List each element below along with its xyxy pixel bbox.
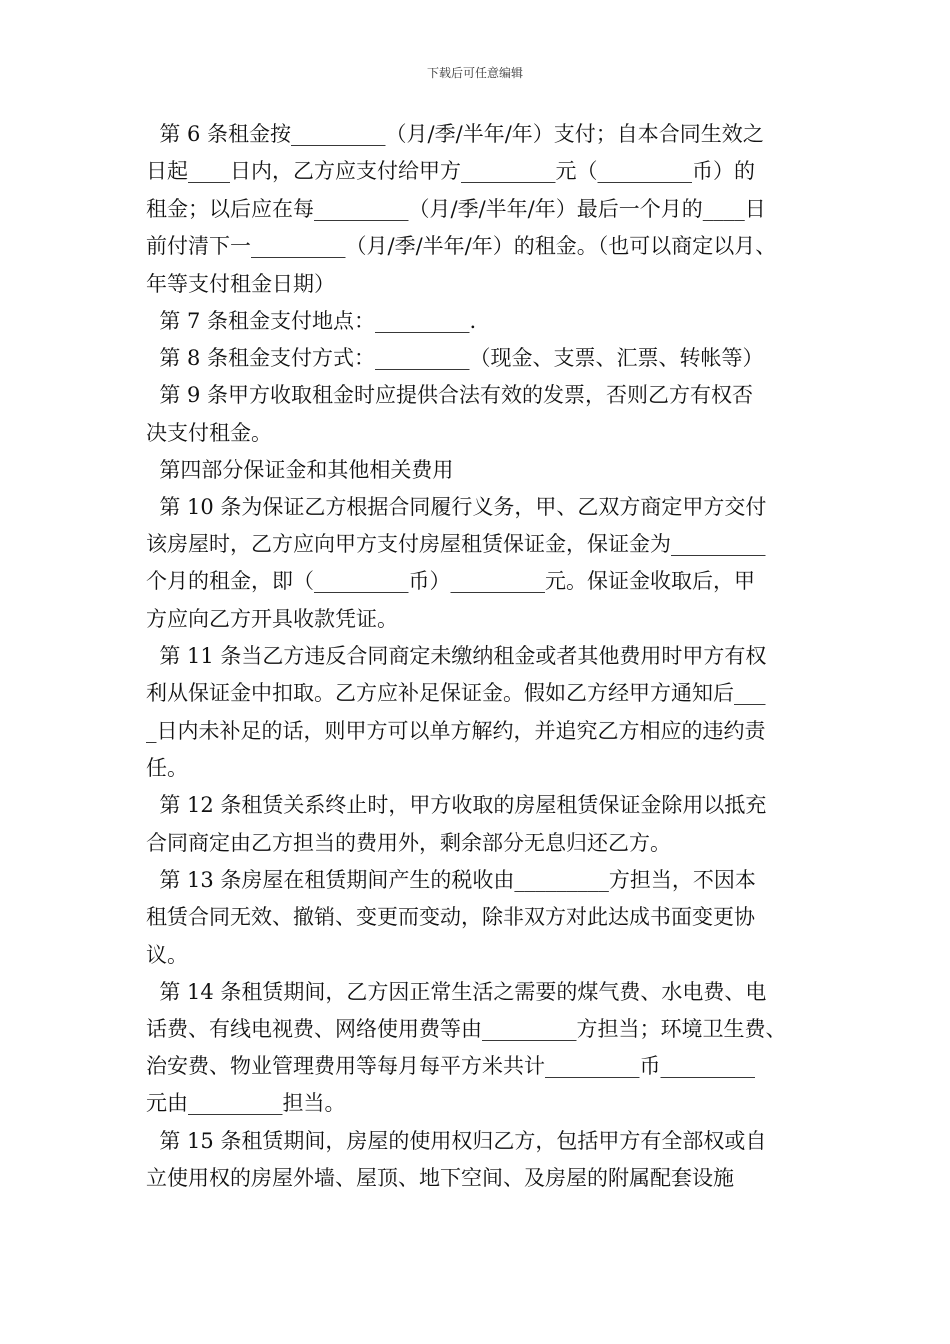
document-line: 第 13 条房屋在租赁期间产生的税收由_________方担当，不因本	[146, 868, 756, 892]
document-line: 任。	[146, 756, 188, 780]
document-line: 第 9 条甲方收取租金时应提供合法有效的发票，否则乙方有权否	[146, 383, 754, 407]
document-line: 合同商定由乙方担当的费用外，剩余部分无息归还乙方。	[146, 831, 671, 855]
page-header: 下载后可任意编辑	[426, 66, 523, 80]
document-line: 第 7 条租金支付地点：_________.	[146, 309, 477, 333]
document-line: _日内未补足的话，则甲方可以单方解约，并追究乙方相应的违约责	[146, 719, 766, 743]
document-line: 第 8 条租金支付方式：_________（现金、支票、汇票、转帐等）	[146, 346, 764, 370]
document-line: 第 15 条租赁期间，房屋的使用权归乙方，包括甲方有全部权或自	[146, 1129, 767, 1153]
document-line: 年等支付租金日期）	[146, 272, 335, 296]
document-line: 利从保证金中扣取。乙方应补足保证金。假如乙方经甲方通知后___	[146, 681, 766, 705]
document-line: 治安费、物业管理费用等每月每平方米共计_________币_________	[146, 1054, 755, 1078]
document-line: 日起____日内，乙方应支付给甲方_________元（_________币）的	[146, 159, 755, 183]
document-line: 第 10 条为保证乙方根据合同履行义务，甲、乙双方商定甲方交付	[146, 495, 767, 519]
document-line: 第四部分保证金和其他相关费用	[146, 458, 454, 482]
document-line: 议。	[146, 943, 188, 967]
document-line: 方应向乙方开具收款凭证。	[146, 607, 398, 631]
document-line: 第 11 条当乙方违反合同商定未缴纳租金或者其他费用时甲方有权	[146, 644, 767, 668]
document-line: 租赁合同无效、撤销、变更而变动，除非双方对此达成书面变更协	[146, 905, 755, 929]
document-line: 第 6 条租金按_________（月/季/半年/年）支付；自本合同生效之	[146, 122, 764, 146]
document-line: 元由_________担当。	[146, 1091, 346, 1115]
document-line: 该房屋时，乙方应向甲方支付房屋租赁保证金，保证金为_________	[146, 532, 766, 556]
document-line: 租金；以后应在每_________（月/季/半年/年）最后一个月的____日	[146, 197, 766, 221]
document-line: 第 14 条租赁期间，乙方因正常生活之需要的煤气费、水电费、电	[146, 980, 767, 1004]
document-line: 个月的租金，即（_________币）_________元。保证金收取后，甲	[146, 569, 755, 593]
document-line: 前付清下一_________（月/季/半年/年）的租金。（也可以商定以月、	[146, 234, 777, 258]
document-line: 决支付租金。	[146, 421, 272, 445]
document-line: 第 12 条租赁关系终止时，甲方收取的房屋租赁保证金除用以抵充	[146, 793, 767, 817]
document-line: 话费、有线电视费、网络使用费等由_________方担当；环境卫生费、	[146, 1017, 787, 1041]
document-line: 立使用权的房屋外墙、屋顶、地下空间、及房屋的附属配套设施	[146, 1166, 734, 1190]
